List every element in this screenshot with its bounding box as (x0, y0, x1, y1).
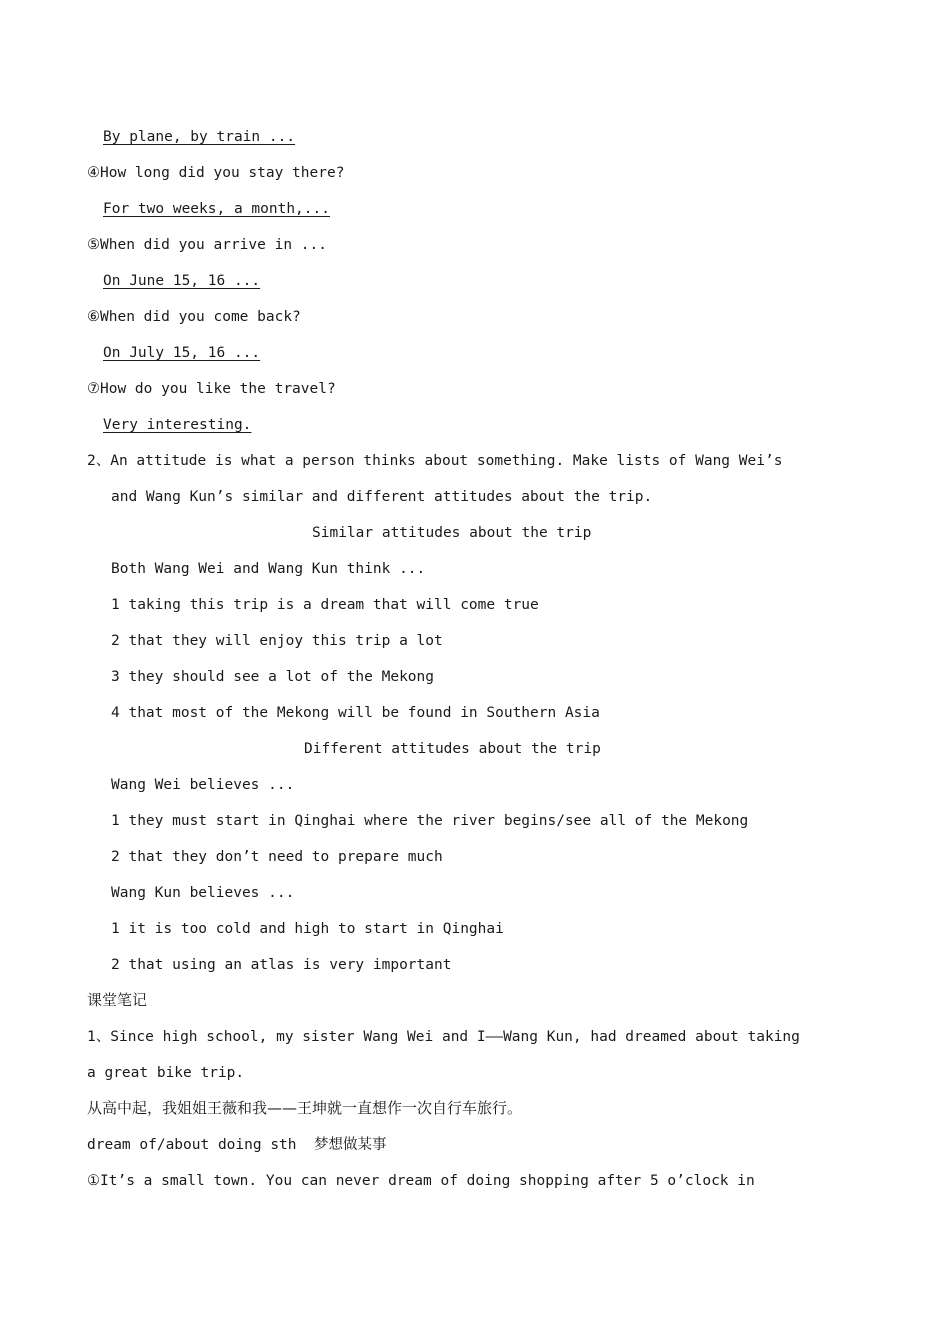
answer-4: For two weeks, a month,... (103, 201, 330, 217)
notes-phrase: dream of/about doing sth 梦想做某事 (87, 1137, 387, 1153)
different-heading: Different attitudes about the trip (304, 741, 601, 757)
wang-wei-item: 1 they must start in Qinghai where the river begins/see all of the Mekong (111, 813, 749, 829)
notes-sentence-line-1: 1、Since high school, my sister Wang Wei and I——Wang Kun, had dreamed about taking (87, 1029, 800, 1045)
answer-7: Very interesting. (103, 417, 252, 433)
answer-6: On July 15, 16 ... (103, 345, 261, 361)
wang-kun-lead: Wang Kun believes ... (111, 885, 295, 901)
similar-item: 4 that most of the Mekong will be found in Southern Asia (111, 705, 600, 721)
similar-item: 2 that they will enjoy this trip a lot (111, 633, 443, 649)
notes-sentence-line-2: a great bike trip. (87, 1065, 245, 1081)
question-5: ⑤When did you arrive in ... (87, 237, 327, 253)
task2-intro-line-1: 2、An attitude is what a person thinks about something. Make lists of Wang Wei’s (87, 453, 783, 469)
wang-kun-item: 2 that using an atlas is very important (111, 957, 452, 973)
notes-heading: 课堂笔记 (87, 991, 148, 1009)
wang-wei-lead: Wang Wei believes ... (111, 777, 295, 793)
wang-wei-item: 2 that they don’t need to prepare much (111, 849, 443, 865)
notes-example-1: ①It’s a small town. You can never dream of doing shopping after 5 o’clock in (87, 1173, 755, 1189)
similar-item: 1 taking this trip is a dream that will come true (111, 597, 539, 613)
answer-5: On June 15, 16 ... (103, 273, 261, 289)
notes-translation: 从高中起，我姐姐王薇和我——王坤就一直想作一次自行车旅行。 (87, 1099, 523, 1117)
question-6: ⑥When did you come back? (87, 309, 301, 325)
similar-item: 3 they should see a lot of the Mekong (111, 669, 435, 685)
wang-kun-item: 1 it is too cold and high to start in Qinghai (111, 921, 504, 937)
question-7: ⑦How do you like the travel? (87, 381, 336, 397)
similar-heading: Similar attitudes about the trip (312, 525, 592, 541)
similar-lead: Both Wang Wei and Wang Kun think ... (111, 561, 426, 577)
question-4: ④How long did you stay there? (87, 165, 345, 181)
answer-3: By plane, by train ... (103, 129, 296, 145)
task2-intro-line-2: and Wang Kun’s similar and different attitudes about the trip. (111, 489, 653, 505)
